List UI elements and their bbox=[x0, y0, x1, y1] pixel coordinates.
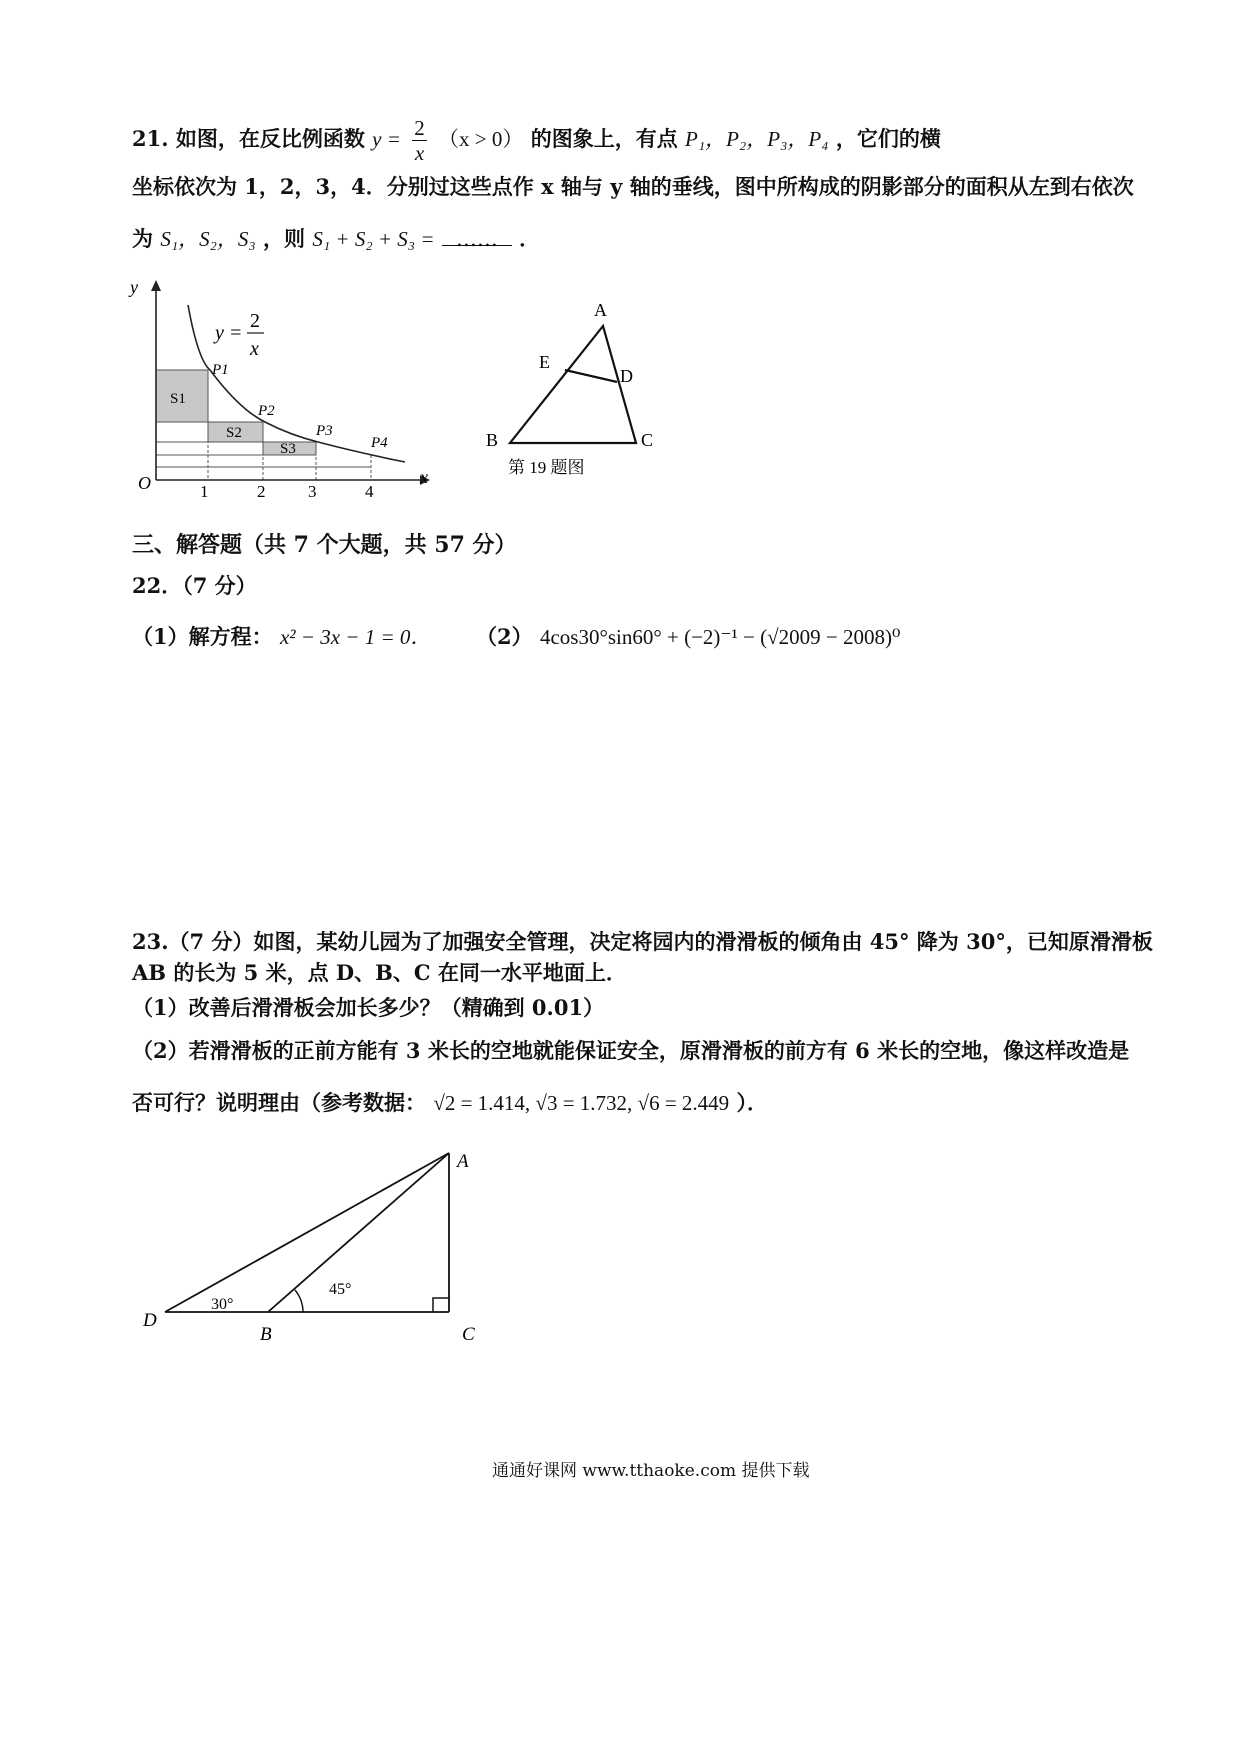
graph-area-s3: S3 bbox=[280, 441, 296, 457]
triangle-fig-19 bbox=[480, 290, 680, 485]
graph-x-label: x bbox=[420, 467, 428, 487]
q22-part1-expr: x² − 3x − 1 = 0． bbox=[279, 625, 432, 649]
q21-frac-num: 2 bbox=[414, 116, 425, 140]
angle-45-label: 45° bbox=[329, 1281, 352, 1298]
tri19-label-a: A bbox=[594, 300, 607, 320]
q21-areas: S₁，S₂，S₃ bbox=[160, 227, 256, 251]
graph-tick-2: 2 bbox=[257, 482, 266, 500]
q21-fraction bbox=[412, 116, 427, 165]
q22-part2-expr: 4cos30°sin60° + (−2)⁻¹ − (√2009 − 2008)⁰ bbox=[539, 625, 901, 649]
tri19-label-c: C bbox=[641, 430, 654, 450]
inverse-function-graph bbox=[120, 275, 440, 500]
q21-intro: 21. 如图，在反比例函数 bbox=[132, 126, 365, 152]
new-slide-ad bbox=[165, 1153, 449, 1312]
page-footer: 通通好课网 www.tthaoke.com 提供下载 bbox=[492, 1461, 810, 1481]
q23-line3: （1）改善后滑滑板会加长多少？（精确到 0.01） bbox=[132, 995, 605, 1020]
tri19-label-e: E bbox=[539, 352, 550, 372]
q21-sum: S₁ + S₂ + S₃ = bbox=[312, 227, 435, 251]
angle-45-arc bbox=[295, 1290, 303, 1312]
q21-line2: 坐标依次为 1，2，3，4．分别过这些点作 x 轴与 y 轴的垂线，图中所构成的阴影部分的面积从左到右依次 bbox=[132, 174, 1134, 199]
old-slide-ab bbox=[268, 1153, 449, 1312]
q21-line3-prefix: 为 bbox=[132, 226, 153, 251]
tri19-label-d: D bbox=[620, 366, 633, 386]
q21-line1 bbox=[132, 116, 941, 165]
graph-area-s2: S2 bbox=[226, 425, 242, 441]
angle-30-label: 30° bbox=[211, 1296, 234, 1313]
q21-line3-end: ． bbox=[519, 226, 541, 251]
graph-point-p2: P2 bbox=[258, 403, 275, 419]
segment-ed bbox=[565, 370, 617, 382]
q21-line3-mid: ，则 bbox=[263, 226, 306, 251]
q22-part2-label: （2） bbox=[476, 624, 533, 649]
q22-parts bbox=[132, 624, 900, 650]
q23-line4: （2）若滑滑板的正前方能有 3 米长的空地就能保证安全，原滑滑板的前方有 6 米长的空地，像这样改造是 bbox=[132, 1038, 1130, 1063]
q21-condition: （x > 0） bbox=[438, 127, 524, 152]
graph-origin-label: O bbox=[138, 473, 151, 493]
graph-func-y: y = bbox=[215, 322, 243, 344]
q21-suffix: 的图象上，有点 bbox=[530, 126, 678, 152]
q23-reference-data: √2 = 1.414, √3 = 1.732, √6 = 2.449 bbox=[433, 1091, 730, 1115]
q21-func-y: y = bbox=[372, 127, 401, 152]
q21-line3 bbox=[132, 226, 540, 252]
tri23-label-a: A bbox=[457, 1151, 469, 1172]
graph-tick-3: 3 bbox=[308, 482, 317, 500]
q22-part1-label: （1）解方程： bbox=[132, 624, 273, 649]
q21-frac-den: x bbox=[414, 141, 425, 166]
graph-tick-4: 4 bbox=[365, 482, 374, 500]
tri19-label-b: B bbox=[486, 430, 499, 450]
graph-point-p4: P4 bbox=[371, 435, 388, 451]
q21-answer-blank: …… bbox=[442, 227, 512, 246]
graph-y-label: y bbox=[130, 277, 138, 297]
graph-tick-1: 1 bbox=[200, 482, 209, 500]
triangle-abc bbox=[510, 326, 636, 443]
tri23-label-d: D bbox=[143, 1310, 157, 1331]
q21-line1-end: ，它们的横 bbox=[835, 126, 941, 152]
section-3-title: 三、解答题（共 7 个大题，共 57 分） bbox=[132, 532, 517, 558]
slide-triangle-figure bbox=[135, 1140, 495, 1350]
right-angle-mark bbox=[433, 1298, 449, 1312]
graph-point-p1: P1 bbox=[212, 362, 229, 378]
q23-line1: 23.（7 分）如图，某幼儿园为了加强安全管理，决定将园内的滑滑板的倾角由 45° 降为 30°，已知原滑滑板 bbox=[132, 929, 1153, 954]
q22-title: 22．（7 分） bbox=[132, 573, 257, 598]
tri23-label-b: B bbox=[260, 1324, 272, 1345]
q23-line2: AB 的长为 5 米，点 D、B、C 在同一水平地面上． bbox=[132, 960, 627, 985]
q23-line5 bbox=[132, 1090, 768, 1116]
q23-line5-prefix: 否可行？说明理由（参考数据： bbox=[132, 1090, 426, 1115]
tri19-caption: 第 19 题图 bbox=[508, 458, 585, 477]
graph-func-num: 2 bbox=[250, 310, 260, 332]
graph-point-p3: P3 bbox=[316, 423, 333, 439]
graph-func-den: x bbox=[250, 338, 259, 360]
q21-points: P₁，P₂，P₃，P₄ bbox=[685, 127, 829, 152]
graph-area-s1: S1 bbox=[170, 391, 186, 407]
q23-line5-end: ）． bbox=[736, 1090, 768, 1115]
tri23-label-c: C bbox=[462, 1324, 475, 1345]
